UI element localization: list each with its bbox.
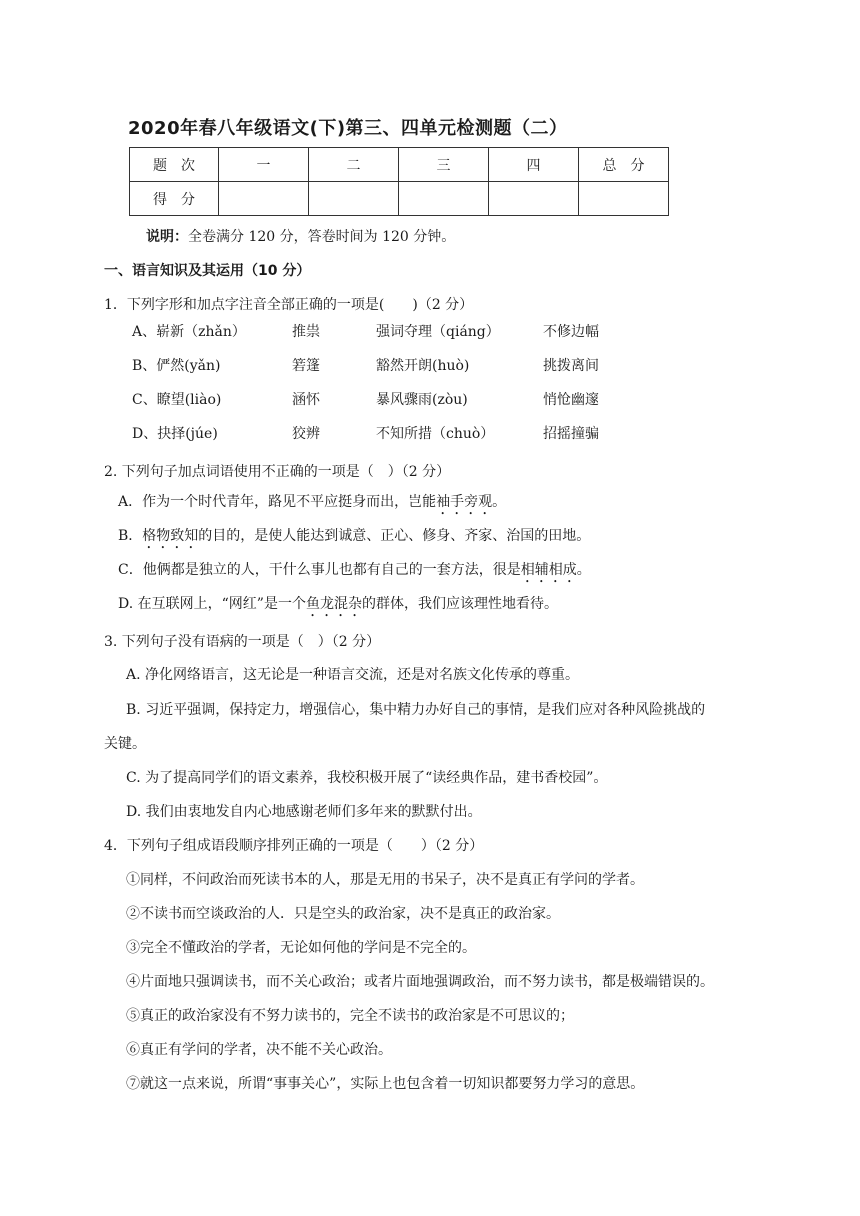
question-4-stem: 4．下列句子组成语段顺序排列正确的一项是（ ）（2 分） [104, 838, 484, 854]
q3-option-a: A. 净化网络语言，这无论是一种语言交流，还是对名族文化传承的尊重。 [126, 667, 580, 683]
score-input-cell [579, 182, 669, 216]
q1-option-d-1: D、抉择(júe) [132, 426, 218, 442]
q4-sentence: ②不读书而空谈政治的人．只是空头的政治家，决不是真正的政治家。 [126, 906, 560, 922]
q1-option-d-3: 不知所措（chuò） [376, 426, 495, 442]
table-cell: 题 次 [130, 148, 219, 182]
table-cell: 三 [399, 148, 489, 182]
q4-sentence: ⑥真正有学问的学者，决不能不关心政治。 [126, 1042, 392, 1058]
question-3-stem: 3. 下列句子没有语病的一项是（ ）（2 分） [104, 634, 381, 650]
dotted-phrase: 鱼龙混杂 [305, 596, 362, 612]
option-text: C．他俩都是独立的人，干什么事儿也都有自己的一套方法，很是 [118, 562, 521, 578]
q2-option-c [118, 559, 591, 586]
q1-option-c-2: 涵怀 [292, 392, 320, 408]
q1-option-b-4: 挑拨离间 [543, 358, 599, 374]
q4-sentence: ①同样，不问政治而死读书本的人，那是无用的书呆子，决不是真正有学问的学者。 [126, 872, 644, 888]
q1-option-b-3: 豁然开朗(huò) [376, 358, 470, 374]
page-title: 2020年春八年级语文(下)第三、四单元检测题（二） [128, 118, 568, 139]
q2-option-d [118, 593, 558, 620]
q2-option-a [118, 491, 506, 518]
dotted-phrase: 格物致知 [142, 528, 199, 544]
option-text: 。 [576, 562, 591, 578]
note-text: 全卷满分 120 分，答卷时间为 120 分钟。 [188, 229, 456, 245]
exam-note [146, 226, 455, 246]
q1-option-a-4: 不修边幅 [543, 324, 599, 340]
question-2-stem: 2. 下列句子加点词语使用不正确的一项是（ ）（2 分） [104, 464, 451, 480]
option-text: 。 [492, 494, 507, 510]
q1-option-a-2: 推祟 [292, 324, 320, 340]
score-table [129, 147, 669, 216]
q4-sentence: ③完全不懂政治的学者，无论如何他的学问是不完全的。 [126, 940, 476, 956]
table-cell: 一 [219, 148, 309, 182]
score-table-header-row [130, 148, 669, 182]
q2-option-b [118, 525, 590, 552]
q4-sentence: ④片面地只强调读书，而不关心政治；或者片面地强调政治，而不努力读书，都是极端错误的。 [126, 974, 714, 990]
q1-option-a-1: A、崭新（zhǎn） [132, 324, 246, 340]
q1-option-c-3: 暴风骤雨(zòu) [376, 392, 468, 408]
option-text: D. 在互联网上，“网红”是一个 [118, 596, 306, 612]
score-table-score-row [130, 182, 669, 216]
note-label: 说明： [146, 229, 188, 245]
q1-option-b-1: B、俨然(yǎn) [132, 358, 221, 374]
q4-sentence: ⑤真正的政治家没有不努力读书的，完全不读书的政治家是不可思议的； [126, 1008, 574, 1024]
q1-option-d-4: 招摇撞骗 [543, 426, 599, 442]
table-cell: 二 [309, 148, 399, 182]
score-input-cell [489, 182, 579, 216]
q4-sentence: ⑦就这一点来说，所谓“事事关心”，实际上也包含着一切知识都要努力学习的意思。 [126, 1076, 645, 1092]
table-cell: 总 分 [579, 148, 669, 182]
option-text: 的群体，我们应该理性地看待。 [361, 596, 558, 612]
option-text: 的目的，是使人能达到诚意、正心、修身、齐家、治国的田地。 [198, 528, 591, 544]
q1-option-a-3: 强词夺理（qiáng） [376, 324, 500, 340]
score-input-cell [309, 182, 399, 216]
score-input-cell [219, 182, 309, 216]
q3-option-d: D. 我们由衷地发自内心地感谢老师们多年来的默默付出。 [126, 804, 482, 820]
q1-option-d-2: 狡辨 [292, 426, 320, 442]
table-cell: 得 分 [130, 182, 219, 216]
table-cell: 四 [489, 148, 579, 182]
option-text: B． [118, 528, 143, 544]
q3-option-b: B. 习近平强调，保持定力，增强信心，集中精力办好自己的事情，是我们应对各种风险挑战的 [126, 702, 706, 718]
q1-option-c-4: 悄怆幽邃 [543, 392, 599, 408]
q1-option-c-1: C、瞭望(liào) [132, 392, 222, 408]
section-heading: 一、语言知识及其运用（10 分） [104, 263, 311, 279]
q1-option-b-2: 箬篷 [292, 358, 320, 374]
dotted-phrase: 袖手旁观 [436, 494, 493, 510]
dotted-phrase: 相辅相成 [520, 562, 577, 578]
score-input-cell [399, 182, 489, 216]
q3-option-c: C. 为了提高同学们的语文素养，我校积极开展了“读经典作品，建书香校园”。 [126, 770, 608, 786]
question-1-stem: 1．下列字形和加点字注音全部正确的一项是( )（2 分） [104, 297, 474, 313]
q3-option-b-cont: 关键。 [104, 736, 146, 752]
option-text: A．作为一个时代青年，路见不平应挺身而出，岂能 [118, 494, 437, 510]
